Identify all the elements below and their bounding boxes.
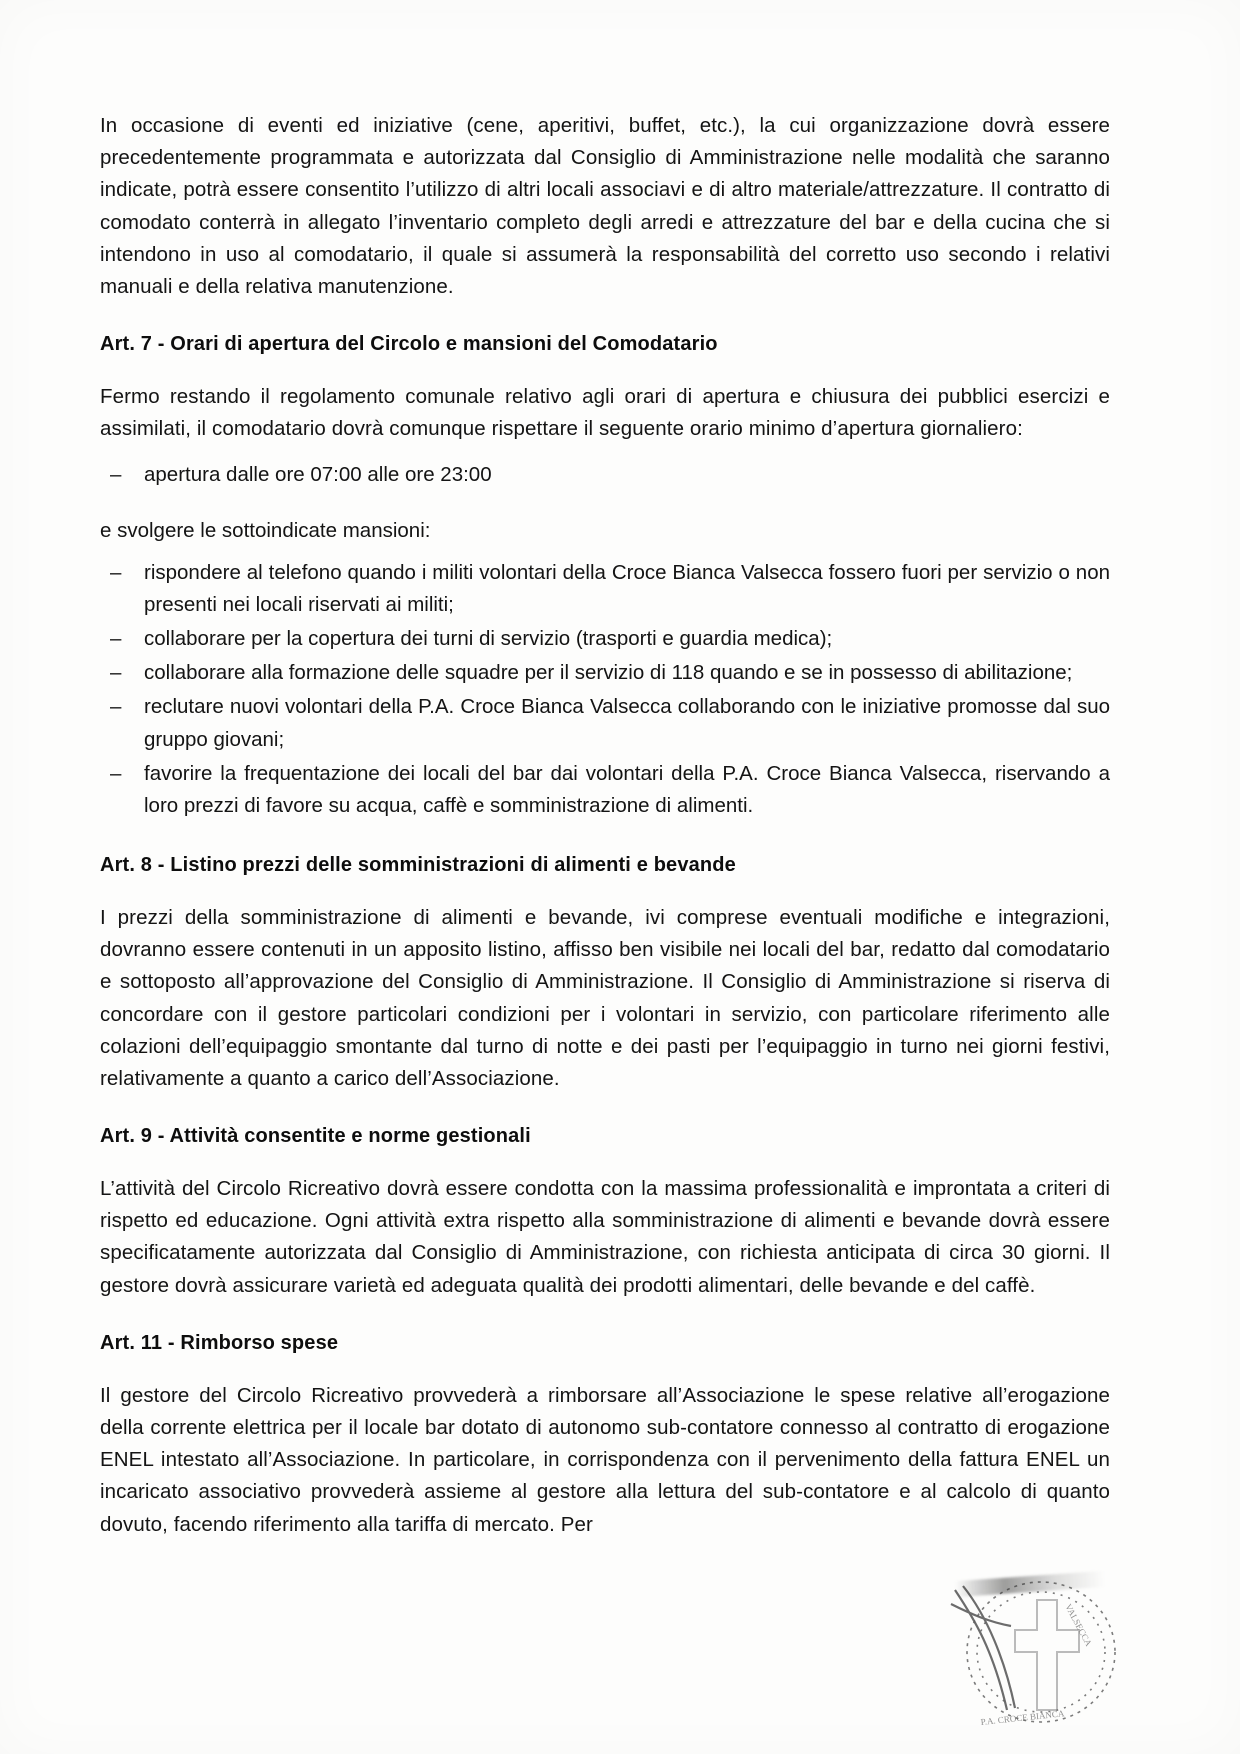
dash-bullet-icon: – bbox=[110, 560, 122, 584]
list-item-label: rispondere al telefono quando i militi volontari della Croce Bianca Valsecca fossero fuori per servizio o non presenti nei locali riservati ai militi; bbox=[144, 560, 1110, 616]
list-item-label: collaborare per la copertura dei turni di servizio (trasporti e guardia medica); bbox=[144, 627, 833, 651]
paragraph-art-7: Fermo restando il regolamento comunale relativo agli orari di apertura e chiusura dei pubblici esercizi e assimilati, il comodatario dovrà comunque rispettare il seguente orario minimo d’apertura giornaliero: bbox=[100, 385, 1110, 441]
association-stamp-icon bbox=[945, 1560, 1135, 1740]
heading-art-8: Art. 8 - Listino prezzi delle somministrazioni di alimenti e bevande bbox=[100, 854, 736, 877]
heading-art-7: Art. 7 - Orari di apertura del Circolo e mansioni del Comodatario bbox=[100, 333, 718, 356]
dash-bullet-icon: – bbox=[110, 761, 122, 785]
svg-text:P.A. CROCE BIANCA: P.A. CROCE BIANCA bbox=[980, 1708, 1065, 1727]
list-item-label: reclutare nuovi volontari della P.A. Croce Bianca Valsecca collaborando con le iniziative promosse dal suo gruppo giovani; bbox=[144, 695, 1110, 751]
table-row bbox=[100, 758, 1110, 822]
tasks-intro-line: e svolgere le sottoindicate mansioni: bbox=[100, 518, 431, 542]
list-item-label: apertura dalle ore 07:00 alle ore 23:00 bbox=[144, 463, 492, 487]
table-row bbox=[100, 623, 1110, 655]
paragraph-art-11: Il gestore del Circolo Ricreativo provvederà a rimborsare all’Associazione le spese relative all’erogazione della corrente elettrica per il locale bar dotato di autonomo sub-contatore connesso al contratto di erogazione ENEL intestato all’Associazione. In particolare, in corrispondenza con il pervenimento della fattura ENEL un incaricato associativo provvederà assieme al gestore alla lettura del sub-contatore e al calcolo di quanto dovuto, facendo riferimento alla tariffa di mercato. Per bbox=[100, 1383, 1110, 1536]
document-body bbox=[100, 110, 1110, 1541]
table-row bbox=[100, 657, 1110, 689]
dash-bullet-icon: – bbox=[110, 627, 122, 651]
list-item-label: collaborare alla formazione delle squadre per il servizio di 118 quando e se in possesso di abilitazione; bbox=[144, 661, 1073, 685]
heading-art-9: Art. 9 - Attività consentite e norme gestionali bbox=[100, 1125, 531, 1148]
intro-paragraph: In occasione di eventi ed iniziative (cene, aperitivi, buffet, etc.), la cui organizzazione dovrà essere precedentemente programmata e autorizzata dal Consiglio di Amministrazione nelle modalità che saranno indicate, potrà essere consentito l’utilizzo di altri locali associavi e di altro materiale/attrezzature. Il contratto di comodato conterrà in allegato l’inventario completo degli arredi e attrezzature del bar e della cucina che si intendono in uso al comodatario, il quale si assumerà la responsabilità del corretto uso secondo i relativi manuali e della relativa manutenzione. bbox=[100, 114, 1110, 298]
list-item bbox=[100, 459, 1110, 491]
table-row bbox=[100, 691, 1110, 755]
list-item-label: favorire la frequentazione dei locali del bar dai volontari della P.A. Croce Bianca Valsecca, riservando a loro prezzi di favore su acqua, caffè e somministrazione di alimenti. bbox=[144, 761, 1110, 817]
dash-bullet-icon: – bbox=[110, 661, 122, 685]
paragraph-art-8: I prezzi della somministrazione di alimenti e bevande, ivi comprese eventuali modifiche e integrazioni, dovranno essere contenuti in un apposito listino, affisso ben visibile nei locali del bar, redatto dal comodatario e sottoposto all’approvazione del Consiglio di Amministrazione. Il Consiglio di Amministrazione si riserva di concordare con il gestore particolari condizioni per i volontari in servizio, con particolare riferimento alle colazioni dell’equipaggio smontante dal turno di notte e dei pasti per l’equipaggio in turno nei giorni festivi, relativamente a quanto a carico dell’Associazione. bbox=[100, 906, 1110, 1090]
list-opening-hours bbox=[100, 459, 1110, 491]
svg-text:VALSECCA: VALSECCA bbox=[1063, 1602, 1094, 1648]
list-tasks bbox=[100, 557, 1110, 822]
paragraph-art-9: L’attività del Circolo Ricreativo dovrà essere condotta con la massima professionalità e improntata a criteri di rispetto ed educazione. Ogni attività extra rispetto alla somministrazione di alimenti e bevande dovrà essere specificatamente autorizzata dal Consiglio di Amministrazione, con richiesta anticipata di circa 30 giorni. Il gestore dovrà assicurare varietà ed adeguata qualità dei prodotti alimentari, delle bevande e del caffè. bbox=[100, 1177, 1110, 1297]
heading-art-11: Art. 11 - Rimborso spese bbox=[100, 1331, 339, 1354]
dash-bullet-icon: – bbox=[110, 463, 122, 487]
dash-bullet-icon: – bbox=[110, 695, 122, 719]
table-row bbox=[100, 557, 1110, 621]
